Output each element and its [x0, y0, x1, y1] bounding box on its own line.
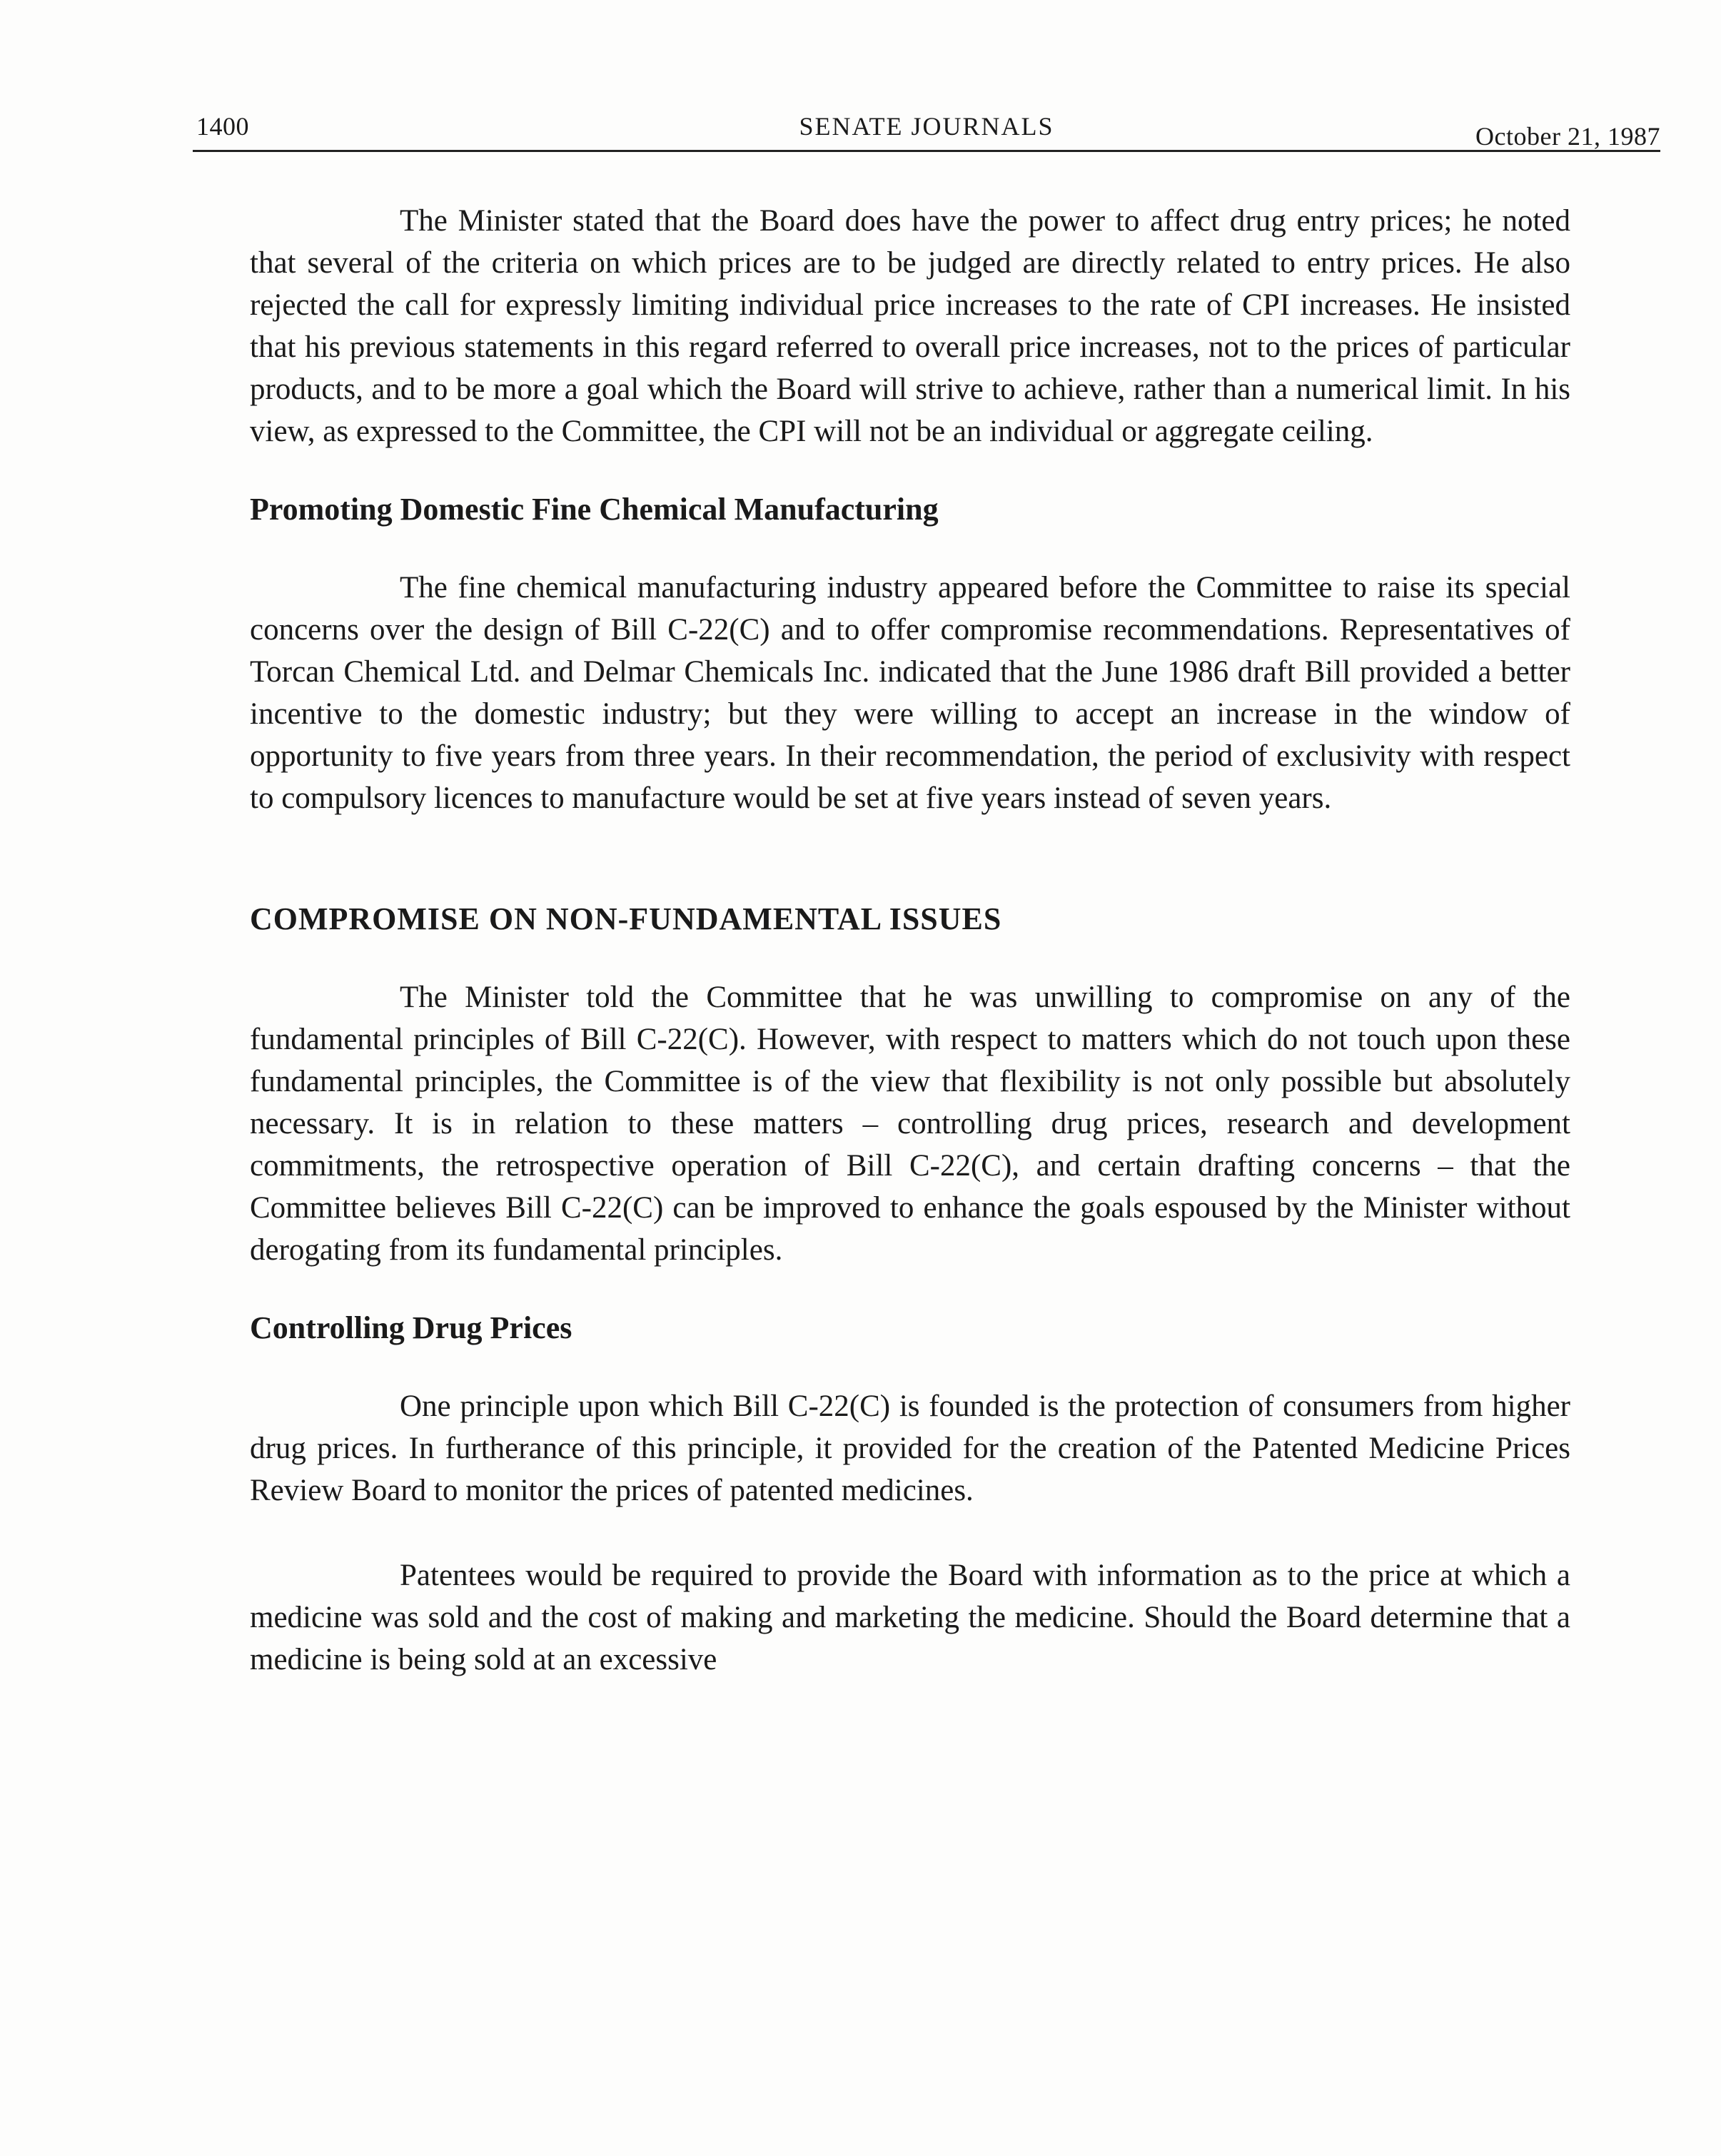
paragraph-minister-board-power: The Minister stated that the Board does have the power to affect drug entry prices; he noted that several of the criteria on which prices are to be judged are directly related to entry prices. He also rejected the call for expressly limiting individual price increases to the rate of CPI increases. He insisted that his previous statements in this regard referred to overall price increases, not to the prices of particular products, and to be more a goal which the Board will strive to achieve, rather than a numerical limit. In his view, as expressed to the Committee, the CPI will not be an individual or aggregate ceiling.	[250, 204, 1570, 448]
paragraph-consumer-protection: One principle upon which Bill C-22(C) is founded is the protection of consumers from higher drug prices. In furtherance of this principle, it provided for the creation of the Patented Medicine Prices Review Board to monitor the prices of patented medicines.	[250, 1390, 1570, 1507]
page-number: 1400	[196, 112, 249, 141]
section-heading-compromise: COMPROMISE ON NON-FUNDAMENTAL ISSUES	[250, 901, 1002, 936]
journal-title: SENATE JOURNALS	[799, 112, 1054, 141]
section-heading-fine-chemical: Promoting Domestic Fine Chemical Manufacturing	[250, 492, 939, 527]
document-body	[250, 200, 1570, 1681]
paragraph-patentees-information: Patentees would be required to provide the Board with information as to the price at which a medicine was sold and the cost of making and marketing the medicine. Should the Board determine that a medicine is being sold at an excessive	[250, 1559, 1570, 1676]
paragraph-minister-compromise: The Minister told the Committee that he was unwilling to compromise on any of the fundamental principles of Bill C-22(C). However, with respect to matters which do not touch upon these fundamental principles, the Committee is of the view that flexibility is not only possible but absolutely necessary. It is in relation to these matters – controlling drug prices, research and development commitments, the retrospective operation of Bill C-22(C), and certain drafting concerns – that the Committee believes Bill C-22(C) can be improved to enhance the goals espoused by the Minister without derogating from its fundamental principles.	[250, 981, 1570, 1267]
paragraph-fine-chemical-industry: The fine chemical manufacturing industry appeared before the Committee to raise its special concerns over the design of Bill C-22(C) and to offer compromise recommendations. Representatives of Torcan Chemical Ltd. and Delmar Chemicals Inc. indicated that the June 1986 draft Bill provided a better incentive to the domestic industry; but they were willing to accept an increase in the window of opportunity to five years from three years. In their recommendation, the period of exclusivity with respect to compulsory licences to manufacture would be set at five years instead of seven years.	[250, 571, 1570, 815]
running-header	[193, 107, 1660, 152]
header-date: October 21, 1987	[1475, 122, 1660, 151]
section-heading-drug-prices: Controlling Drug Prices	[250, 1310, 572, 1345]
